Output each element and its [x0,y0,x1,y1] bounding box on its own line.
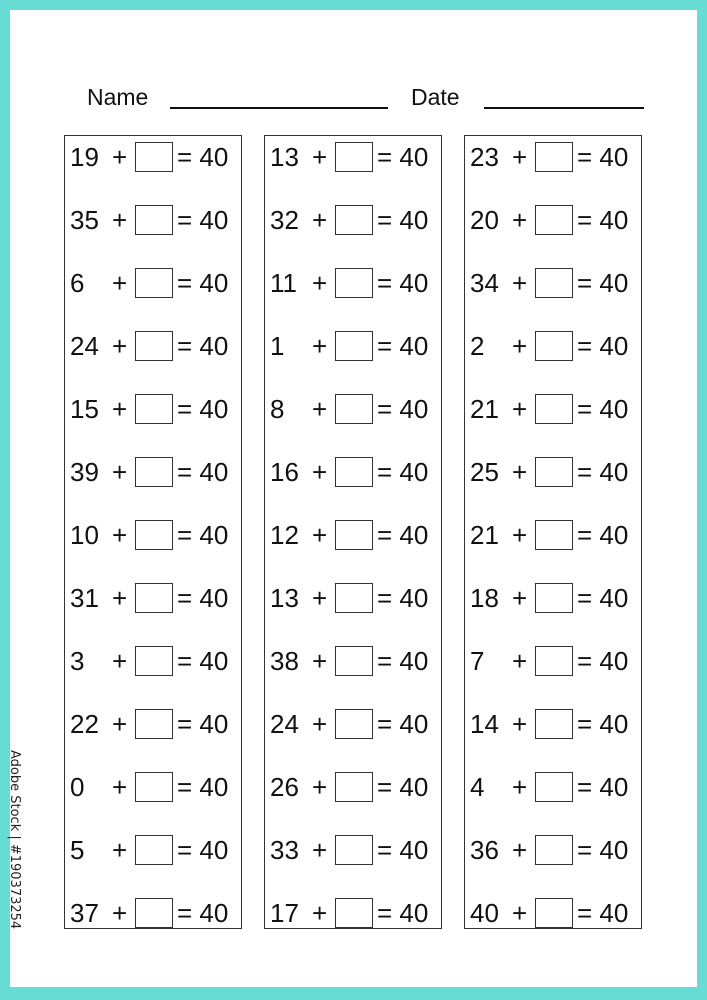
answer-box[interactable] [335,646,373,676]
equals-result: = 40 [377,205,429,235]
equals-result: = 40 [577,583,629,613]
equals-result: = 40 [577,709,629,739]
problem-row [265,137,443,177]
answer-box[interactable] [535,457,573,487]
problem-row [465,641,643,681]
answer-box[interactable] [535,835,573,865]
equals-result: = 40 [377,457,429,487]
answer-box[interactable] [535,583,573,613]
problem-row [65,893,243,933]
plus-sign: + [112,709,128,739]
plus-sign: + [312,205,328,235]
addend: 21 [470,520,499,550]
addend: 13 [270,142,299,172]
answer-box[interactable] [335,520,373,550]
problem-row [465,578,643,618]
addend: 24 [70,331,99,361]
addend: 40 [470,898,499,928]
problem-row [65,263,243,303]
answer-box[interactable] [135,205,173,235]
equals-result: = 40 [377,520,429,550]
addend: 6 [70,268,85,298]
addend: 2 [470,331,485,361]
problem-row [465,326,643,366]
equals-result: = 40 [577,520,629,550]
addend: 37 [70,898,99,928]
plus-sign: + [512,520,528,550]
addend: 1 [270,331,285,361]
addend: 31 [70,583,99,613]
addend: 17 [270,898,299,928]
stock-watermark [7,750,22,930]
answer-box[interactable] [135,898,173,928]
equals-result: = 40 [377,142,429,172]
problem-row [265,830,443,870]
equals-result: = 40 [177,520,229,550]
problem-row [265,704,443,744]
equals-result: = 40 [377,835,429,865]
equals-result: = 40 [177,142,229,172]
problem-row [65,137,243,177]
problem-row [465,830,643,870]
addend: 16 [270,457,299,487]
answer-box[interactable] [135,835,173,865]
equals-result: = 40 [377,331,429,361]
addend: 33 [270,835,299,865]
problem-row [465,893,643,933]
plus-sign: + [512,331,528,361]
addend: 5 [70,835,85,865]
addend: 19 [70,142,99,172]
equals-result: = 40 [577,835,629,865]
answer-box[interactable] [535,772,573,802]
answer-box[interactable] [335,835,373,865]
answer-box[interactable] [335,898,373,928]
plus-sign: + [112,142,128,172]
answer-box[interactable] [335,709,373,739]
equals-result: = 40 [577,898,629,928]
problem-row [265,263,443,303]
plus-sign: + [512,835,528,865]
problem-row [265,326,443,366]
answer-box[interactable] [135,268,173,298]
plus-sign: + [512,394,528,424]
equals-result: = 40 [177,331,229,361]
plus-sign: + [112,205,128,235]
answer-box[interactable] [535,142,573,172]
equals-result: = 40 [177,205,229,235]
addend: 23 [470,142,499,172]
problem-row [265,767,443,807]
problem-row [65,767,243,807]
equals-result: = 40 [377,898,429,928]
problem-row [65,830,243,870]
equals-result: = 40 [177,394,229,424]
equals-result: = 40 [577,205,629,235]
equals-result: = 40 [377,583,429,613]
addend: 35 [70,205,99,235]
plus-sign: + [312,583,328,613]
plus-sign: + [512,205,528,235]
answer-box[interactable] [135,142,173,172]
equals-result: = 40 [177,772,229,802]
problem-row [265,515,443,555]
problem-row [465,389,643,429]
answer-box[interactable] [335,457,373,487]
equals-result: = 40 [577,142,629,172]
plus-sign: + [312,268,328,298]
answer-box[interactable] [535,268,573,298]
plus-sign: + [312,709,328,739]
addend: 26 [270,772,299,802]
addend: 12 [270,520,299,550]
plus-sign: + [112,772,128,802]
addend: 11 [270,268,297,298]
problem-row [465,704,643,744]
problem-row [65,389,243,429]
addend: 15 [70,394,99,424]
plus-sign: + [112,898,128,928]
problem-column-2 [264,135,442,929]
addend: 36 [470,835,499,865]
addend: 20 [470,205,499,235]
answer-box[interactable] [335,331,373,361]
problem-row [65,326,243,366]
name-label: Name [87,84,149,110]
problem-row [265,893,443,933]
answer-box[interactable] [335,142,373,172]
answer-box[interactable] [535,898,573,928]
plus-sign: + [112,835,128,865]
answer-box[interactable] [535,520,573,550]
plus-sign: + [512,583,528,613]
equals-result: = 40 [377,268,429,298]
equals-result: = 40 [177,709,229,739]
date-blank-line[interactable] [484,107,644,109]
answer-box[interactable] [535,331,573,361]
problem-row [65,704,243,744]
answer-box[interactable] [535,709,573,739]
plus-sign: + [112,457,128,487]
problem-row [465,767,643,807]
answer-box[interactable] [335,205,373,235]
addend: 4 [470,772,485,802]
addend: 39 [70,457,99,487]
plus-sign: + [512,898,528,928]
answer-box[interactable] [135,709,173,739]
problem-row [465,200,643,240]
equals-result: = 40 [377,394,429,424]
problem-row [65,452,243,492]
problem-row [65,641,243,681]
plus-sign: + [512,268,528,298]
stock-id-text: Adobe Stock | #190373254 [7,750,22,930]
equals-result: = 40 [177,898,229,928]
plus-sign: + [312,394,328,424]
answer-box[interactable] [135,520,173,550]
problem-column-3 [464,135,642,929]
problem-row [265,389,443,429]
problem-row [465,263,643,303]
equals-result: = 40 [177,835,229,865]
problem-row [65,200,243,240]
equals-result: = 40 [577,772,629,802]
plus-sign: + [312,772,328,802]
equals-result: = 40 [577,457,629,487]
date-label: Date [411,84,460,110]
plus-sign: + [112,268,128,298]
answer-box[interactable] [335,583,373,613]
plus-sign: + [312,835,328,865]
addend: 3 [70,646,85,676]
equals-result: = 40 [177,646,229,676]
equals-result: = 40 [577,268,629,298]
answer-box[interactable] [535,394,573,424]
addend: 38 [270,646,299,676]
answer-box[interactable] [135,457,173,487]
answer-box[interactable] [135,646,173,676]
problem-row [65,515,243,555]
answer-box[interactable] [135,331,173,361]
answer-box[interactable] [335,394,373,424]
answer-box[interactable] [135,772,173,802]
equals-result: = 40 [577,646,629,676]
equals-result: = 40 [377,772,429,802]
plus-sign: + [112,583,128,613]
plus-sign: + [312,457,328,487]
equals-result: = 40 [377,709,429,739]
plus-sign: + [312,646,328,676]
addend: 22 [70,709,99,739]
answer-box[interactable] [535,205,573,235]
plus-sign: + [512,709,528,739]
answer-box[interactable] [135,394,173,424]
problem-row [465,137,643,177]
equals-result: = 40 [377,646,429,676]
plus-sign: + [312,142,328,172]
plus-sign: + [312,331,328,361]
problem-row [265,452,443,492]
addend: 25 [470,457,499,487]
addend: 8 [270,394,285,424]
problem-row [265,578,443,618]
addend: 34 [470,268,499,298]
answer-box[interactable] [335,772,373,802]
plus-sign: + [112,394,128,424]
problem-row [265,200,443,240]
equals-result: = 40 [177,268,229,298]
addend: 10 [70,520,99,550]
problem-row [465,452,643,492]
equals-result: = 40 [577,331,629,361]
name-blank-line[interactable] [170,107,388,109]
addend: 18 [470,583,499,613]
equals-result: = 40 [177,457,229,487]
plus-sign: + [112,520,128,550]
plus-sign: + [312,520,328,550]
addend: 0 [70,772,85,802]
plus-sign: + [312,898,328,928]
plus-sign: + [512,772,528,802]
problem-column-1 [64,135,242,929]
plus-sign: + [112,646,128,676]
problem-row [265,641,443,681]
answer-box[interactable] [535,646,573,676]
plus-sign: + [512,646,528,676]
addend: 32 [270,205,299,235]
addend: 7 [470,646,485,676]
answer-box[interactable] [135,583,173,613]
addend: 13 [270,583,299,613]
problem-row [65,578,243,618]
equals-result: = 40 [177,583,229,613]
plus-sign: + [512,142,528,172]
equals-result: = 40 [577,394,629,424]
plus-sign: + [512,457,528,487]
answer-box[interactable] [335,268,373,298]
addend: 14 [470,709,499,739]
plus-sign: + [112,331,128,361]
addend: 21 [470,394,499,424]
addend: 24 [270,709,299,739]
problem-row [465,515,643,555]
